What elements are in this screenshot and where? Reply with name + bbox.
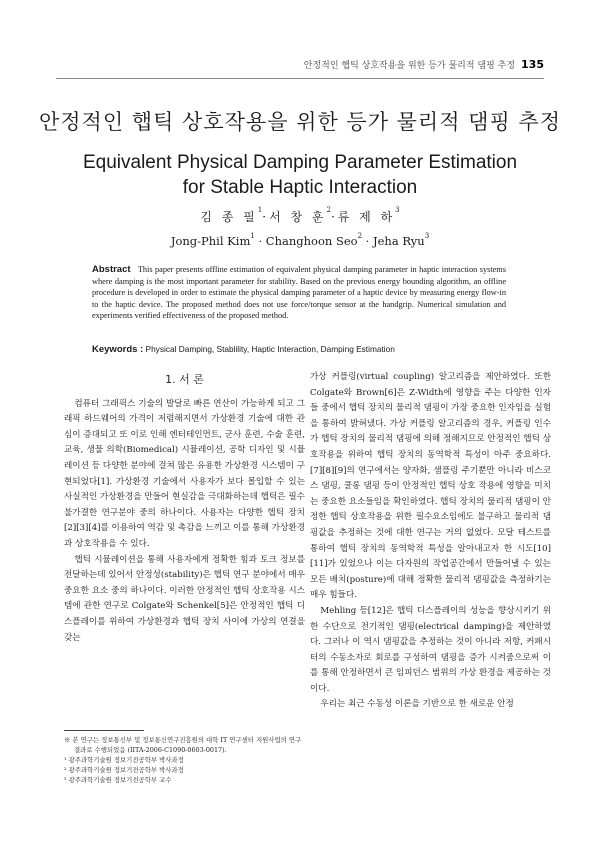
- page-number: 135: [521, 58, 544, 71]
- running-title: 안정적인 햅틱 상호작용을 위한 등가 물리적 댐핑 추정: [303, 61, 516, 71]
- keywords-label: Keywords :: [92, 344, 144, 355]
- paragraph: 우리는 최근 수동성 이론을 기반으로 한 새로운 안정: [320, 699, 514, 710]
- author-en-3-sup: 3: [424, 232, 430, 240]
- keywords-text: Physical Damping, Stablility, Haptic Interaction, Damping Estimation: [145, 344, 395, 354]
- author-en-1: Jong-Phil Kim: [170, 234, 251, 248]
- keywords: [92, 344, 506, 355]
- footnote-affiliation-2: ² 광주과학기술원 정보기전공학부 박사과정: [64, 766, 184, 774]
- paragraph: 햅틱 시뮬레이션을 통해 사용자에게 정확한 힘과 토크 정보를 전달하는데 있어서 안정성(stability)은 햅틱 연구 분야에서 매우 중요한 요소 중의 하나이다. 이러한 안정적인 햅틱 상호작용 시스템에 관한 연구로 Colgate와 Schenkel[5]은 안정적인 햅틱 디스플레이를 위하여 가상환경과 햅틱 장치 사이에 가상의 연결을 갖는: [64, 554, 305, 643]
- author-ko-1: 김 종 필: [200, 210, 258, 224]
- author-sep: ·: [254, 234, 266, 248]
- author-en-1-sup: 1: [250, 232, 255, 240]
- section-heading: 1. 서 론: [165, 373, 204, 386]
- abstract-label: Abstract: [92, 264, 131, 275]
- title-korean: 안정적인 햅틱 상호작용을 위한 등가 물리적 댐핑 추정: [38, 110, 562, 134]
- footnote-affiliation-1: ¹ 광주과학기술원 정보기전공학부 박사과정: [64, 756, 184, 764]
- author-ko-3: 류 제 하: [337, 210, 396, 224]
- authors-korean: [0, 208, 600, 225]
- title-english-line2: for Stable Haptic Interaction: [182, 177, 418, 198]
- author-en-2: Changhoon Seo: [265, 234, 358, 248]
- footnote-affiliation-3: ³ 광주과학기술원 정보기전공학부 교수: [64, 776, 172, 784]
- author-ko-2: 서 창 훈: [269, 210, 327, 224]
- author-sep: ·: [330, 210, 338, 224]
- author-ko-1-sup: 1: [257, 206, 263, 214]
- abstract-text: This paper presents offline estimation of equivalent physical damping parameter in haptic interaction systems where damping is the most important parameter for stability. Based on the previous energy bounding algorithm, an offline procedure is developed in order to estimate the physical damping parameter of a haptic device by measuring energy flow-in to the haptic device. The proposed method does not use force/torque sensor at the handgrip. Numerical simulation and experiments verified effectiveness of the proposed method.: [92, 265, 506, 321]
- footnote-funding: ※ 본 연구는 정보통신부 및 정보통신연구진흥원의 대학 IT 연구센터 지원사업의 연구결과로 수행되었음 (IITA-2006-C1090-0603-0017).: [64, 736, 302, 754]
- author-sep: ·: [262, 210, 270, 224]
- body-column-left: [64, 366, 305, 646]
- footnote-rule: [64, 730, 144, 731]
- author-ko-3-sup: 3: [395, 206, 400, 214]
- author-ko-2-sup: 2: [326, 206, 331, 214]
- author-sep: ·: [362, 234, 373, 248]
- footnotes: [64, 735, 305, 785]
- author-en-2-sup: 2: [357, 232, 363, 240]
- abstract: [92, 264, 506, 322]
- paragraph: 가상 커플링(virtual coupling) 알고리즘을 제안하였다. 또한 Colgate와 Brown[6]은 Z-Width에 영향을 주는 다양한 인자들 중에서 햅틱 장치의 물리적 댐핑이 가장 중요한 인자임을 실험을 통하여 밝혀냈다. 가상 커플링 알고리즘의 경우, 커플링 인수가 햅틱 장치의 물리적 댐핑에 의해 정해지므로 안정적인 햅틱 상호작용을 위하여 햅틱 장치의 동역학적 특성이 아주 중요하다. [7][8][9]의 연구에서는 양자화, 샘플링 주기뿐만 아니라 비스코스 댐핑, 쿨롱 댐핑 등이 안정적인 햅틱 상호 작용에 영향을 미치는 중요한 요소들임을 확인하였다. 햅틱 장치의 물리적 댐핑이 안정한 햅틱 상호작용을 위한 필수요소임에도 불구하고 물리적 댐핑값을 추정하는 것에 대한 연구는 거의 없었다. 모달 테스트를 통하여 햅틱 장치의 동역학적 특성을 알아내고자 한 시도[10][11]가 있었으나 이는 다자원의 작업공간에서 만들어낼 수 있는 모든 배치(posture)에 대해 정확한 물리적 댐핑값을 측정하기는 매우 힘들다.: [310, 372, 551, 601]
- authors-english: [0, 234, 600, 248]
- paragraph: 컴퓨터 그래픽스 기술의 발달로 빠른 연산이 가능하게 되고 그래픽 하드웨어의 가격이 저렴해지면서 가상환경 기술에 대한 관심이 증대되고 또 이로 인해 엔터테인먼트, 군사 훈련, 수술 훈련, 교육, 생물 의학(Biomedical) 시뮬레이션, 공학 디자인 및 시뮬레이션 등 다양한 분야에 걸쳐 많은 유용한 가상환경 시스템이 구현되었다[1]. 가상환경 기술에서 사용자가 보다 몰입할 수 있는 사실적인 가상환경을 만들어 현실감을 극대화하는데 햅틱은 필수불가결한 연구분야 중의 하나이다. 사용자는 다양한 햅틱 장치[2][3][4]를 이용하여 역감 및 촉감을 느끼고 이를 통해 가상환경과 상호작용을 수 있다.: [64, 398, 306, 549]
- running-header: [56, 58, 544, 76]
- author-en-3: Jeha Ryu: [373, 234, 425, 248]
- body-column-right: [310, 370, 551, 713]
- header-rule: [56, 78, 544, 79]
- title-english-line1: Equivalent Physical Damping Parameter Estimation: [82, 152, 518, 173]
- title-english: [40, 150, 560, 200]
- paragraph: Mehling 등[12]은 햅틱 디스플레이의 성능을 향상시키기 위한 수단으로 전기적인 댐핑(electrical damping)을 제안하였다. 그러나 이 역시 댐핑값을 추정하는 것이 아니라 저항, 커패시터의 수동소자로 회로를 구성하여 댐핑을 증가 시켜줌으로써 이를 통해 안정하면서 큰 임피던스 범위의 가상 환경을 제공하는 것이다.: [310, 605, 551, 694]
